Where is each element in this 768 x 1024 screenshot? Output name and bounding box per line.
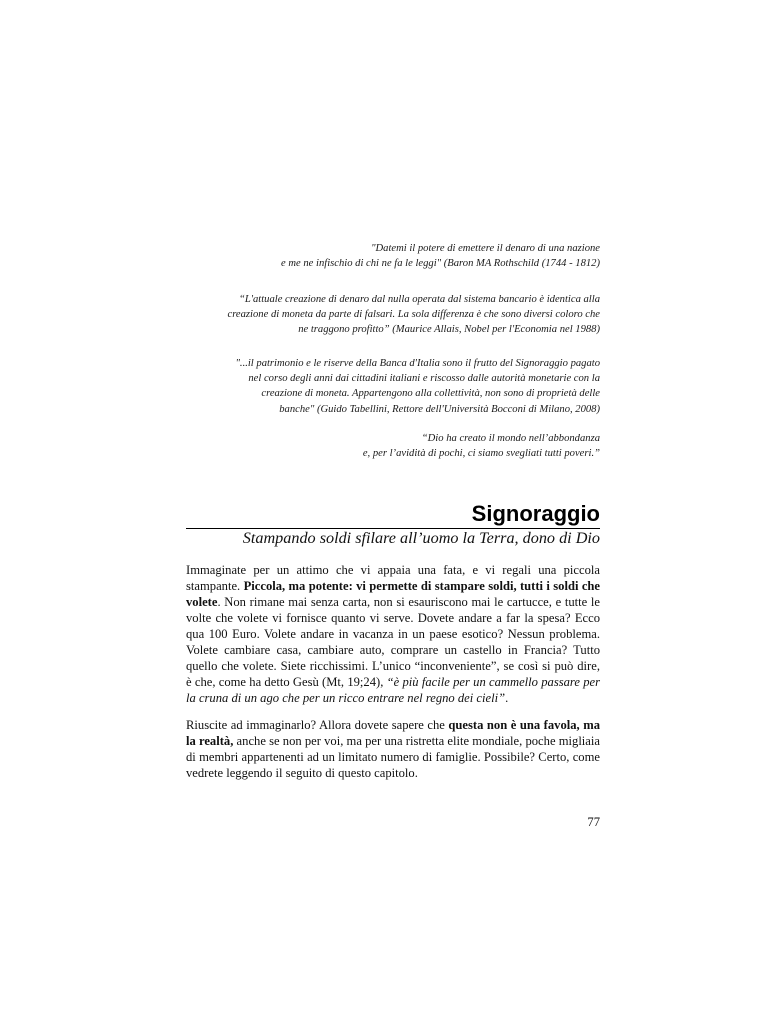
quote-line: "...il patrimonio e le riserve della Banca d'Italia sono il frutto del Signoraggio pagato — [235, 358, 600, 369]
body-paragraph-1 — [186, 562, 600, 706]
quote-line: ne traggono profitto” (Maurice Allais, Nobel per l'Economia nel 1988) — [298, 324, 600, 336]
page-number: 77 — [587, 815, 600, 829]
quote-line: “Dio ha creato il mondo nell’abbondanza — [421, 433, 600, 444]
chapter-title: Signoraggio — [471, 501, 600, 526]
epigraph-quote-tabellini — [180, 356, 600, 417]
quote-line: nel corso degli anni dai cittadini italiani e riscosso dalle autorità monetarie con la — [248, 373, 600, 385]
paragraph-text: anche se non per voi, ma per una ristretta elite mondiale, poche migliaia di membri appartenenti ad un limitato numero di famiglie. Possibile? Certo, come vedrete leggendo il seguito di questo capitolo. — [186, 734, 600, 780]
paragraph-text: Immaginate per un attimo che vi appaia una fata, e vi regali una piccola stampante. — [186, 563, 600, 593]
quote-line: e, per l’avidità di pochi, ci siamo svegliati tutti poveri.” — [362, 448, 600, 460]
chapter-subtitle: Stampando soldi sfilare all’uomo la Terra, dono di Dio — [242, 529, 600, 547]
quote-line: creazione di moneta da parte di falsari. La sola differenza è che sono diversi coloro che — [227, 309, 600, 321]
paragraph-italic-quote: “è più facile per un cammello passare per la cruna di un ago che per un ricco entrare nel regno dei cieli” — [186, 675, 601, 705]
paragraph-bold-text: Piccola, ma potente: vi permette di stampare soldi, tutti i soldi che volete — [186, 579, 601, 609]
epigraph-quote-allais — [180, 292, 600, 338]
epigraph-quote-rothschild — [180, 241, 600, 271]
paragraph-bold-text: questa non è una favola, ma la realtà, — [186, 718, 600, 748]
quote-line: creazione di moneta. Appartengono alla collettività, non sono di proprietà delle — [261, 388, 600, 400]
quote-line: "Datemi il potere di emettere il denaro di una nazione — [371, 243, 600, 254]
quote-line: “L'attuale creazione di denaro dal nulla operata dal sistema bancario è identica alla — [238, 294, 600, 305]
quote-line: banche" (Guido Tabellini, Rettore dell'Università Bocconi di Milano, 2008) — [279, 403, 600, 415]
paragraph-text: Riuscite ad immaginarlo? Allora dovete sapere che — [186, 718, 449, 732]
quote-line: e me ne infischio di chi ne fa le leggi" (Baron MA Rothschild (1744 - 1812) — [281, 258, 600, 270]
paragraph-text: . Non rimane mai senza carta, non si esauriscono mai le cartucce, e tutte le volte che volete vi fornisce quanto vi serve. Dovete andare a far la spesa? Ecco qua 100 Euro. Volete andare in vacanza in un paese esotico? Nessun problema. Volete cambiare casa, cambiare auto, comprare un castello in Francia? Tutto quello che volete. Siete ricchissimi. L’unico “inconveniente”, se così si può dire, è che, come ha detto Gesù (Mt, 19;24), — [186, 595, 600, 689]
body-paragraph-2 — [186, 717, 600, 781]
epigraph-quote-dio — [180, 431, 600, 461]
paragraph-text: . — [505, 691, 509, 705]
